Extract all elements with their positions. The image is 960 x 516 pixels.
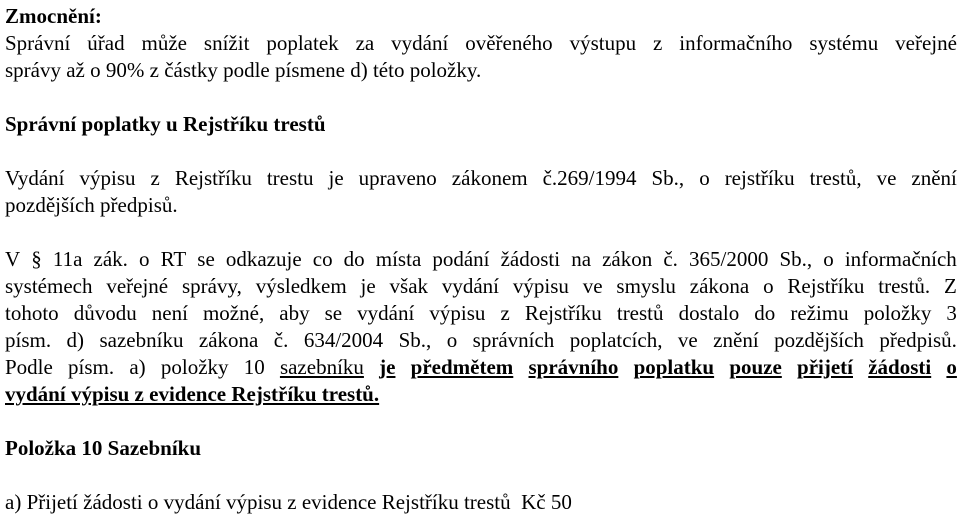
para2-line-4-word: 634/2004 <box>303 328 384 352</box>
para2-line-1-word: § <box>31 247 42 271</box>
zmocneni-text-line-1-word: úřad <box>87 31 125 55</box>
para2-line-4-word: ve <box>677 328 698 352</box>
para2-line-1-word: zák. <box>93 247 128 271</box>
para2-line-5-prefix-4: položky <box>160 355 229 379</box>
para2-line-1-word: o <box>139 247 150 271</box>
zmocneni-text-line-1-word: poplatek <box>266 31 339 55</box>
para1-line-1 <box>5 165 957 191</box>
para2-line-2-word: Rejstříku <box>787 274 865 298</box>
para2-line-3-word: vydání <box>357 301 415 325</box>
zmocneni-text-line-1-word: informačního <box>679 31 793 55</box>
para2-line-3-word: tohoto <box>5 301 59 325</box>
para1-line-1-word: č.269/1994 <box>542 166 637 190</box>
para2-line-1-word: co <box>312 247 333 271</box>
para2-line-4-word: správních <box>472 328 555 352</box>
para2-line-3-word: Rejstříku <box>524 301 602 325</box>
polozka-item-a: a) Přijetí žádosti o vydání výpisu z evidence Rejstříku trestů Kč 50 <box>5 490 572 514</box>
para2-line-1-word: RT <box>160 247 187 271</box>
para2-line-2-word: Z <box>944 274 957 298</box>
para1-line-1-word: upraveno <box>358 166 437 190</box>
para2-line-2 <box>5 273 957 299</box>
para1-line-1-word: Sb., <box>651 166 685 190</box>
para2-line-1-word: místa <box>375 247 422 271</box>
para1-line-1-word: ve <box>876 166 897 190</box>
para2-line-2-word: smyslu <box>616 274 676 298</box>
para2-line-2-word: systémech <box>5 274 93 298</box>
para2-line-2-word: však <box>389 274 429 298</box>
para2-line-1-word: V <box>5 247 21 271</box>
para2-line-4-word: Sb., <box>398 328 432 352</box>
section-title: Správní poplatky u Rejstříku trestů <box>5 112 326 136</box>
para1-line-1-word: Vydání <box>5 166 65 190</box>
para2-line-1-word: č. <box>663 247 678 271</box>
para2-line-3-word: možné, <box>202 301 265 325</box>
zmocneni-text-line-1-word: za <box>355 31 375 55</box>
para2-line-4-word: znění <box>713 328 759 352</box>
para2-line-3-word: důvodu <box>73 301 137 325</box>
para2-line-5-prefix-2: písm. <box>68 355 115 379</box>
zmocneni-text-line-1-word: veřejné <box>895 31 957 55</box>
para2-line-4-word: sazebníku <box>99 328 184 352</box>
para1-line-2: pozdějších předpisů. <box>5 193 178 217</box>
para2-line-3-word: do <box>754 301 776 325</box>
para2-line-4-word: zákona <box>198 328 259 352</box>
para1-line-1-word: z <box>150 166 160 190</box>
para2-line-3-word: se <box>324 301 343 325</box>
emphasis-word-2: předmětem <box>410 355 514 379</box>
para2-line-1-word: odkazuje <box>225 247 302 271</box>
para2-line-2-word: vydání <box>441 274 500 298</box>
zmocneni-text-line-1-word: může <box>141 31 187 55</box>
zmocneni-text-line-1-word: výstupu <box>569 31 637 55</box>
zmocneni-text-line-1-word: z <box>653 31 663 55</box>
para2-line-2-word: veřejné <box>106 274 169 298</box>
para2-line-4-word: poplatcích, <box>569 328 663 352</box>
para2-line-2-word: zákona <box>689 274 750 298</box>
para2-line-2-word: ve <box>582 274 603 298</box>
para2-line-1-word: 365/2000 <box>689 247 769 271</box>
para2-line-3-word: aby <box>279 301 310 325</box>
zmocneni-text-line-1 <box>5 30 957 56</box>
para2-line-3-word: trestů <box>616 301 664 325</box>
zmocneni-heading: Zmocnění: <box>5 4 102 28</box>
para2-line-3-word: z <box>500 301 510 325</box>
para2-line-3-word: položky <box>863 301 932 325</box>
para2-line-1-word: podání <box>432 247 490 271</box>
para2-line-1-word: do <box>343 247 365 271</box>
para2-line-4-word: pozdějších <box>774 328 864 352</box>
para1-line-1-word: je <box>328 166 344 190</box>
para2-line-1-word: se <box>197 247 215 271</box>
para2-line-4-word: předpisů. <box>879 328 957 352</box>
para2-line-1-word: žádosti <box>500 247 561 271</box>
emphasis-word-8: o <box>946 355 957 379</box>
emphasis-word-7: žádosti <box>868 355 932 379</box>
zmocneni-text-line-1-word: vydání <box>391 31 449 55</box>
para1-line-1-word: Rejstříku <box>174 166 252 190</box>
para1-line-1-word: rejstříku <box>724 166 795 190</box>
para2-line-3-word: není <box>151 301 188 325</box>
para2-line-4-word: d) <box>66 328 85 352</box>
para2-line-5-prefix-3: a) <box>129 355 146 379</box>
para1-line-1-word: trestu <box>266 166 314 190</box>
zmocneni-text-line-1-word: Správní <box>5 31 71 55</box>
para2-line-3-word: režimu <box>790 301 849 325</box>
para1-line-1-word: znění <box>911 166 957 190</box>
emphasis-word-1: je <box>379 355 396 379</box>
emphasis-word-6: přijetí <box>797 355 853 379</box>
para2-line-2-word: správy, <box>181 274 242 298</box>
para2-line-4 <box>5 327 957 353</box>
zmocneni-text-line-1-word: ověřeného <box>465 31 553 55</box>
para2-line-3-word: 3 <box>946 301 957 325</box>
para2-line-3 <box>5 300 957 326</box>
para2-line-4-word: č. <box>273 328 289 352</box>
para2-line-1-word: na <box>571 247 592 271</box>
emphasis-word-3: správního <box>528 355 619 379</box>
para2-line-4-word: písm. <box>5 328 52 352</box>
para2-line-2-word: trestů. <box>878 274 931 298</box>
para2-line-4-word: o <box>446 328 458 352</box>
para2-line-3-word: dostalo <box>678 301 740 325</box>
para2-line-1-word: Sb., <box>779 247 813 271</box>
para2-line-1-word: 11a <box>52 247 83 271</box>
sazebnik-link[interactable]: sazebníku <box>279 355 364 379</box>
para2-line-1-word: informačních <box>844 247 957 271</box>
zmocneni-text-line-1-word: systému <box>809 31 879 55</box>
zmocneni-text-line-2: správy až o 90% z částky podle písmene d) této položky. <box>5 58 482 82</box>
emphasis-word-4: poplatku <box>633 355 715 379</box>
para2-line-2-word: výsledkem <box>255 274 347 298</box>
para1-line-1-word: trestů, <box>809 166 862 190</box>
para1-line-1-word: výpisu <box>79 166 136 190</box>
zmocneni-text-line-1-word: snížit <box>203 31 250 55</box>
para2-line-5-prefix-5: 10 <box>243 355 265 379</box>
para2-line-2-word: výpisu <box>512 274 569 298</box>
para2-line-1-word: zákon <box>602 247 653 271</box>
para2-line-2-word: o <box>763 274 774 298</box>
para2-line-1-word: o <box>823 247 834 271</box>
polozka-title: Položka 10 Sazebníku <box>5 436 202 460</box>
para2-line-6-emphasis: vydání výpisu z evidence Rejstříku trestů. <box>5 382 380 406</box>
para1-line-1-word: zákonem <box>451 166 528 190</box>
para2-line-5-prefix-1: Podle <box>5 355 53 379</box>
para2-line-3-word: výpisu <box>429 301 486 325</box>
emphasis-word-5: pouze <box>729 355 782 379</box>
para1-line-1-word: o <box>699 166 710 190</box>
para2-line-5 <box>5 354 957 380</box>
para2-line-2-word: je <box>360 274 376 298</box>
para2-line-1 <box>5 246 957 272</box>
